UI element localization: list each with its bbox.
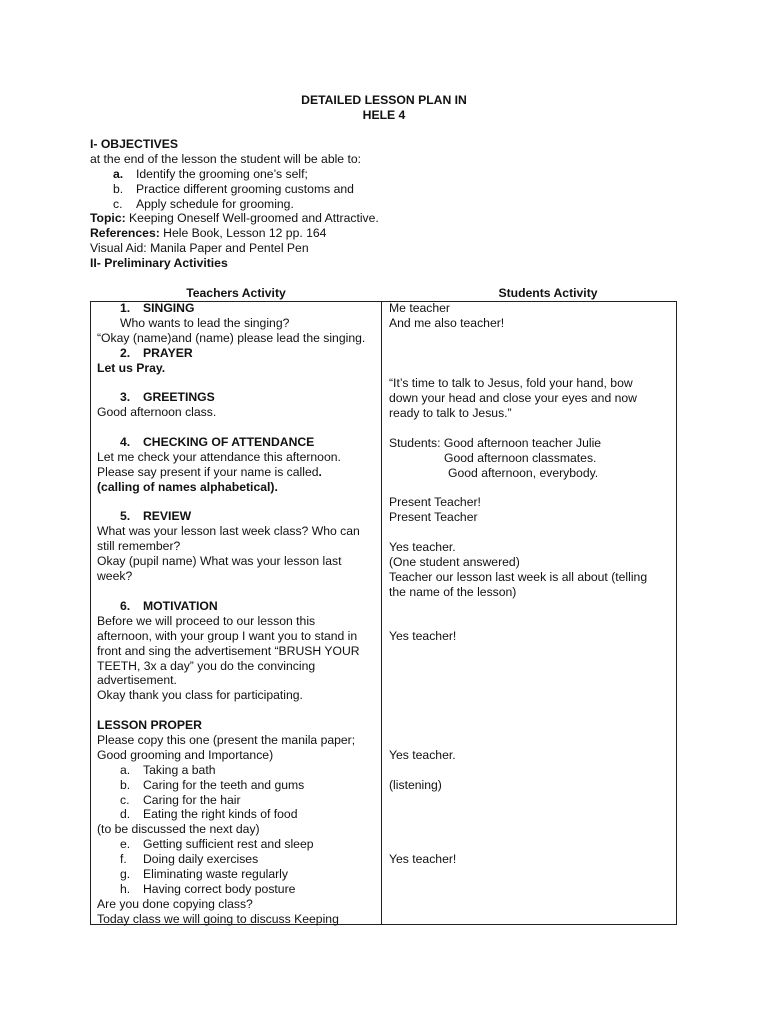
student-response: Yes teacher. — [389, 748, 456, 762]
list-item: Doing daily exercises — [143, 852, 259, 866]
objectives-intro: at the end of the lesson the student will be able to: — [90, 152, 362, 166]
list-item-marker: b. — [120, 778, 131, 792]
motivation-line: front and sing the advertisement “BRUSH YOUR — [97, 644, 360, 658]
motivation-line: afternoon, with your group I want you to stand in — [97, 629, 358, 643]
objectives-heading: I- OBJECTIVES — [90, 137, 179, 151]
list-item-marker: c. — [120, 793, 130, 807]
list-item: Eliminating waste regularly — [143, 867, 288, 881]
list-item: Caring for the teeth and gums — [143, 778, 305, 792]
student-response: Students: Good afternoon teacher Julie — [389, 436, 602, 450]
review-line: Okay (pupil name) What was your lesson last — [97, 554, 342, 568]
topic-text: Keeping Oneself Well-groomed and Attractive. — [125, 211, 379, 225]
motivation-line: Okay thank you class for participating. — [97, 688, 303, 702]
greetings-number: 3. — [120, 390, 131, 404]
motivation-number: 6. — [120, 599, 131, 613]
attendance-line-text: Please say present if your name is called — [97, 465, 319, 479]
prayer-number: 2. — [120, 346, 131, 360]
student-response: Me teacher — [389, 301, 450, 315]
document-title-line1: DETAILED LESSON PLAN IN — [301, 93, 467, 107]
lesson-line: Are you done copying class? — [97, 897, 253, 911]
singing-heading: SINGING — [143, 301, 195, 315]
attendance-line: (calling of names alphabetical). — [97, 480, 278, 494]
list-item: Taking a bath — [143, 763, 216, 777]
student-response: (listening) — [389, 778, 442, 792]
motivation-line: advertisement. — [97, 673, 177, 687]
student-response: Good afternoon classmates. — [444, 451, 597, 465]
attendance-heading: CHECKING OF ATTENDANCE — [143, 435, 315, 449]
list-item: Caring for the hair — [143, 793, 241, 807]
topic-label: Topic: — [90, 211, 126, 225]
preliminary-heading: II- Preliminary Activities — [90, 256, 228, 270]
list-item-marker: a. — [120, 763, 131, 777]
motivation-line: Before we will proceed to our lesson this — [97, 614, 316, 628]
attendance-line — [97, 465, 322, 480]
prayer-line: Let us Pray. — [97, 361, 166, 375]
list-item: Eating the right kinds of food — [143, 807, 298, 821]
objective-c-marker: c. — [113, 197, 123, 211]
lesson-line: Good grooming and Importance) — [97, 748, 274, 762]
column-divider — [381, 301, 382, 925]
review-heading: REVIEW — [143, 509, 192, 523]
attendance-line-period: . — [318, 465, 322, 479]
list-item-marker: f. — [120, 852, 127, 866]
list-item-marker: e. — [120, 837, 131, 851]
motivation-heading: MOTIVATION — [143, 599, 218, 613]
student-response: Good afternoon, everybody. — [448, 466, 599, 480]
student-response: Yes teacher! — [389, 629, 457, 643]
singing-line: “Okay (name)and (name) please lead the singing. — [97, 331, 366, 345]
student-response: Teacher our lesson last week is all about (telling — [389, 570, 648, 584]
objective-a-text: Identify the grooming one’s self; — [136, 167, 308, 181]
student-response: ready to talk to Jesus.” — [389, 406, 512, 420]
objective-b-text: Practice different grooming customs and — [136, 182, 354, 196]
student-response: “It’s time to talk to Jesus, fold your hand, bow — [389, 376, 633, 390]
student-response: Yes teacher! — [389, 852, 457, 866]
list-item-marker: h. — [120, 882, 131, 896]
student-response: (One student answered) — [389, 555, 520, 569]
list-item-marker: g. — [120, 867, 131, 881]
review-line: What was your lesson last week class? Who can — [97, 524, 360, 538]
review-line: week? — [97, 569, 133, 583]
list-item: Getting sufficient rest and sleep — [143, 837, 314, 851]
greetings-line: Good afternoon class. — [97, 405, 217, 419]
references-label: References: — [90, 226, 160, 240]
lesson-proper-heading: LESSON PROPER — [97, 718, 202, 732]
attendance-line: Let me check your attendance this afternoon. — [97, 450, 341, 464]
student-response: Present Teacher — [389, 510, 478, 524]
objective-b-marker: b. — [113, 182, 124, 196]
lesson-line: Today class we will going to discuss Keeping — [97, 912, 339, 926]
singing-line: Who wants to lead the singing? — [120, 316, 290, 330]
student-response: Present Teacher! — [389, 495, 481, 509]
review-number: 5. — [120, 509, 131, 523]
list-item-marker: d. — [120, 807, 131, 821]
student-response: Yes teacher. — [389, 540, 456, 554]
attendance-number: 4. — [120, 435, 131, 449]
motivation-line: TEETH, 3x a day” you do the convincing — [97, 659, 316, 673]
student-response: the name of the lesson) — [389, 585, 517, 599]
students-activity-header: Students Activity — [498, 286, 598, 300]
greetings-heading: GREETINGS — [143, 390, 215, 404]
references-line — [90, 226, 326, 241]
list-item: Having correct body posture — [143, 882, 296, 896]
singing-number: 1. — [120, 301, 131, 315]
next-day-note: (to be discussed the next day) — [97, 822, 260, 836]
document-title-line2: HELE 4 — [362, 108, 406, 122]
lesson-line: Please copy this one (present the manila paper; — [97, 733, 356, 747]
teachers-activity-header: Teachers Activity — [186, 286, 286, 300]
topic-line — [90, 211, 379, 226]
references-text: Hele Book, Lesson 12 pp. 164 — [159, 226, 327, 240]
student-response: down your head and close your eyes and now — [389, 391, 637, 405]
objective-a-marker: a. — [113, 167, 124, 181]
student-response: And me also teacher! — [389, 316, 505, 330]
visual-aid: Visual Aid: Manila Paper and Pentel Pen — [90, 241, 309, 255]
review-line: still remember? — [97, 539, 181, 553]
objective-c-text: Apply schedule for grooming. — [136, 197, 294, 211]
prayer-heading: PRAYER — [143, 346, 193, 360]
